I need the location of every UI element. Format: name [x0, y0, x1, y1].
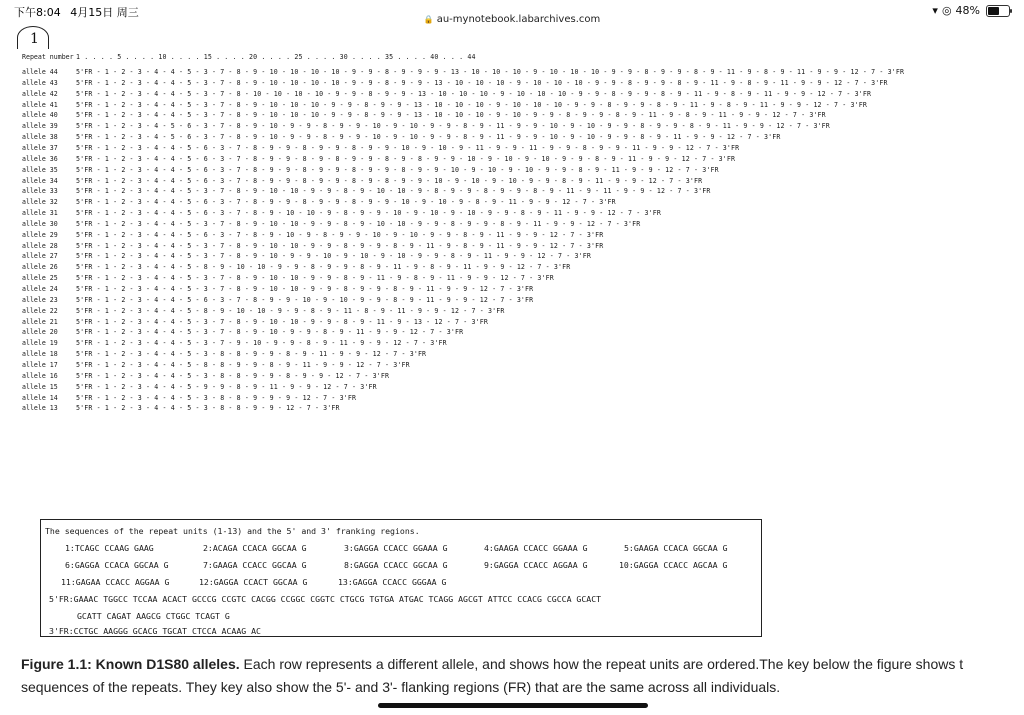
key-unit: 8:GAGGA CCACC GGCAA G — [344, 560, 448, 570]
allele-row — [22, 403, 340, 413]
allele-name: allele 14 — [22, 393, 58, 402]
allele-row — [22, 78, 888, 88]
allele-sequence: 5'FR - 1 - 2 - 3 - 4 - 5 - 6 - 3 - 7 - 8 - 9 - 10 - 9 - 9 - 8 - 9 - 9 - 10 - 9 - 10 - 9 - 9 - 8 - 9 - 11 - 9 - 9 - 10 - 9 - 10 - 9 - 9 - 8 - 9 - 9 - 8 - 9 - 11 - 9 - 9 - 12 - 7 - 3'FR — [76, 122, 830, 131]
allele-name: allele 20 — [22, 328, 58, 337]
allele-sequence: 5'FR - 1 - 2 - 3 - 4 - 4 - 5 - 6 - 3 - 7 - 8 - 9 - 9 - 8 - 9 - 8 - 9 - 9 - 8 - 9 - 8 - 9 - 9 - 10 - 9 - 10 - 9 - 10 - 9 - 9 - 8 - 9 - 11 - 9 - 9 - 12 - 7 - 3'FR — [76, 154, 736, 163]
figure-caption — [21, 653, 1024, 699]
allele-row — [22, 121, 830, 131]
allele-sequence: 5'FR - 1 - 2 - 3 - 4 - 4 - 5 - 8 - 9 - 10 - 10 - 9 - 9 - 8 - 9 - 9 - 8 - 9 - 11 - 9 - 8 - 9 - 11 - 9 - 9 - 12 - 7 - 3'FR — [76, 263, 571, 272]
allele-row — [22, 197, 616, 207]
allele-row — [22, 295, 533, 305]
allele-name: allele 21 — [22, 317, 58, 326]
allele-sequence: 5'FR - 1 - 2 - 3 - 4 - 4 - 5 - 6 - 3 - 7 - 8 - 9 - 10 - 9 - 8 - 9 - 9 - 10 - 9 - 10 - 9 - 9 - 8 - 9 - 11 - 9 - 9 - 12 - 7 - 3'FR — [76, 230, 604, 239]
allele-name: allele 17 — [22, 360, 58, 369]
allele-name: allele 37 — [22, 143, 58, 152]
key-unit: 13:GAGGA CCACC GGGAA G — [338, 577, 447, 587]
allele-row — [22, 230, 603, 240]
repeat-number-header — [22, 52, 476, 62]
key-unit: 5:GAAGA CCACA GGCAA G — [624, 543, 728, 553]
battery-percent: 48% — [955, 4, 980, 17]
allele-sequence: 5'FR - 1 - 2 - 3 - 4 - 4 - 5 - 3 - 7 - 8 - 9 - 10 - 10 - 9 - 9 - 8 - 9 - 10 - 10 - 9 - 8 - 9 - 9 - 8 - 9 - 9 - 8 - 9 - 11 - 9 - 11 - 9 - 9 - 12 - 7 - 3'FR — [76, 187, 711, 196]
key-unit: 2:ACAGA CCACA GGCAA G — [203, 543, 307, 553]
orientation-lock-icon: ◎ — [941, 4, 952, 17]
sequence-key — [40, 519, 762, 637]
status-time: 下午8:04 — [14, 6, 61, 19]
allele-name: allele 38 — [22, 133, 58, 142]
allele-sequence: 5'FR - 1 - 2 - 3 - 4 - 4 - 5 - 3 - 8 - 8 - 9 - 9 - 12 - 7 - 3'FR — [76, 404, 340, 413]
allele-sequence: 5'FR - 1 - 2 - 3 - 4 - 4 - 5 - 3 - 7 - 8 - 9 - 10 - 9 - 9 - 8 - 9 - 11 - 9 - 9 - 12 - 7 - 3'FR — [76, 328, 464, 337]
allele-name: allele 28 — [22, 241, 58, 250]
allele-sequence: 5'FR - 1 - 2 - 3 - 4 - 4 - 5 - 3 - 7 - 8 - 9 - 10 - 10 - 9 - 9 - 8 - 9 - 11 - 9 - 8 - 9 - 11 - 9 - 9 - 12 - 7 - 3'FR — [76, 274, 554, 283]
allele-row — [22, 338, 447, 348]
allele-name: allele 40 — [22, 111, 58, 120]
wifi-icon: ▾ — [932, 4, 938, 17]
allele-row — [22, 251, 591, 261]
allele-sequence: 5'FR - 1 - 2 - 3 - 4 - 4 - 5 - 8 - 8 - 9 - 9 - 8 - 9 - 11 - 9 - 9 - 12 - 7 - 3'FR — [76, 360, 410, 369]
allele-row — [22, 100, 867, 110]
allele-name: allele 39 — [22, 122, 58, 131]
caption-title: Figure 1.1: Known D1S80 alleles. — [21, 656, 240, 672]
allele-name: allele 34 — [22, 176, 58, 185]
allele-row — [22, 273, 554, 283]
lock-icon: 🔒 — [423, 15, 434, 24]
allele-name: allele 44 — [22, 68, 58, 76]
allele-sequence: 5'FR - 1 - 2 - 3 - 4 - 4 - 5 - 3 - 7 - 8 - 9 - 10 - 10 - 9 - 9 - 8 - 9 - 9 - 8 - 9 - 11 - 9 - 8 - 9 - 11 - 9 - 9 - 12 - 7 - 3'FR — [76, 241, 604, 250]
allele-sequence: 5'FR - 1 - 2 - 3 - 4 - 4 - 5 - 3 - 8 - 8 - 9 - 9 - 9 - 12 - 7 - 3'FR — [76, 393, 357, 402]
allele-row — [22, 371, 389, 381]
allele-name: allele 19 — [22, 339, 58, 348]
allele-sequence: 5'FR - 1 - 2 - 3 - 4 - 4 - 5 - 6 - 3 - 7 - 8 - 9 - 9 - 10 - 9 - 10 - 9 - 9 - 8 - 9 - 11 - 9 - 9 - 12 - 7 - 3'FR — [76, 295, 534, 304]
allele-name: allele 29 — [22, 230, 58, 239]
allele-row — [22, 89, 871, 99]
allele-row — [22, 154, 735, 164]
key-unit: 7:GAAGA CCACC GGCAA G — [203, 560, 307, 570]
key-title: The sequences of the repeat units (1-13) and the 5' and 3' franking regions. — [45, 526, 420, 536]
allele-row — [22, 132, 780, 142]
allele-name: allele 13 — [22, 404, 58, 413]
allele-row — [22, 360, 410, 370]
allele-sequence: 5'FR - 1 - 2 - 3 - 4 - 4 - 5 - 3 - 7 - 8 - 9 - 10 - 10 - 9 - 9 - 8 - 9 - 10 - 10 - 9 - 9 - 8 - 9 - 9 - 8 - 9 - 11 - 9 - 9 - 12 - 7 - 3'FR — [76, 219, 641, 228]
allele-row — [22, 382, 377, 392]
allele-name: allele 30 — [22, 219, 58, 228]
home-indicator[interactable] — [378, 703, 648, 708]
allele-row — [22, 393, 356, 403]
key-unit: 12:GAGGA CCACT GGCAA G — [199, 577, 308, 587]
allele-row — [22, 327, 463, 337]
key-3fr: 3'FR:CCTGC AAGGG GCACG TGCAT CTCCA ACAAG AC — [49, 626, 261, 636]
repeat-header-label: Repeat number — [22, 53, 74, 61]
allele-row — [22, 262, 570, 272]
allele-row — [22, 208, 661, 218]
allele-name: allele 24 — [22, 285, 58, 293]
key-unit: 9:GAGGA CCACC AGGAA G — [484, 560, 588, 570]
status-date: 4月15日 周三 — [70, 6, 139, 19]
allele-row — [22, 186, 710, 196]
allele-name: allele 22 — [22, 306, 58, 315]
allele-row — [22, 219, 640, 229]
allele-name: allele 33 — [22, 187, 58, 196]
allele-name: allele 15 — [22, 382, 58, 391]
allele-name: allele 42 — [22, 89, 58, 98]
allele-row — [22, 143, 739, 153]
allele-sequence: 5'FR - 1 - 2 - 3 - 4 - 4 - 5 - 6 - 3 - 7 - 8 - 9 - 9 - 8 - 9 - 9 - 8 - 9 - 8 - 9 - 9 - 10 - 9 - 10 - 9 - 10 - 9 - 9 - 8 - 9 - 11 - 9 - 9 - 12 - 7 - 3'FR — [76, 176, 703, 185]
allele-sequence: 5'FR - 1 - 2 - 3 - 4 - 4 - 5 - 3 - 7 - 8 - 10 - 10 - 10 - 10 - 9 - 9 - 8 - 9 - 9 - 13 - 10 - 10 - 10 - 9 - 10 - 10 - 10 - 9 - 9 - 8 - 9 - 9 - 8 - 9 - 11 - 9 - 8 - 9 - 11 - 9 - 9 - 12 - 7 - 3'FR — [76, 89, 872, 98]
key-5fr-line2: GCATT CAGAT AAGCG CTGGC TCAGT G — [77, 611, 230, 621]
allele-sequence: 5'FR - 1 - 2 - 3 - 4 - 4 - 5 - 3 - 8 - 8 - 9 - 9 - 8 - 9 - 11 - 9 - 9 - 12 - 7 - 3'FR — [76, 350, 427, 359]
section-number: 1 — [30, 31, 39, 47]
allele-sequence: 5'FR - 1 - 2 - 3 - 4 - 4 - 5 - 3 - 7 - 8 - 9 - 10 - 10 - 10 - 10 - 9 - 9 - 8 - 9 - 9 - 13 - 10 - 10 - 10 - 9 - 10 - 10 - 10 - 9 - 9 - 8 - 9 - 9 - 8 - 9 - 11 - 9 - 8 - 9 - 11 - 9 - 9 - 12 - 7 - 3'FR — [76, 78, 888, 87]
allele-sequence: 5'FR - 1 - 2 - 3 - 4 - 4 - 5 - 3 - 7 - 8 - 9 - 10 - 10 - 9 - 9 - 8 - 9 - 9 - 8 - 9 - 11 - 9 - 9 - 12 - 7 - 3'FR — [76, 285, 534, 293]
allele-name: allele 25 — [22, 274, 58, 283]
section-number-badge — [17, 26, 49, 49]
key-unit: 11:GAGAA CCACC AGGAA G — [61, 577, 170, 587]
allele-row — [22, 67, 904, 77]
allele-row — [22, 165, 719, 175]
allele-sequence: 5'FR - 1 - 2 - 3 - 4 - 4 - 5 - 3 - 8 - 8 - 9 - 9 - 8 - 9 - 9 - 12 - 7 - 3'FR — [76, 371, 390, 380]
allele-sequence: 5'FR - 1 - 2 - 3 - 4 - 4 - 5 - 3 - 7 - 8 - 9 - 10 - 10 - 10 - 9 - 9 - 8 - 9 - 9 - 13 - 10 - 10 - 10 - 9 - 10 - 10 - 10 - 9 - 9 - 8 - 9 - 9 - 8 - 9 - 11 - 9 - 8 - 9 - 11 - 9 - 9 - 12 - 7 - 3'FR — [76, 100, 867, 109]
caption-text-1: Each row represents a different allele, and shows how the repeat units are ordered.The key below the figure shows t — [243, 656, 964, 672]
key-unit: 6:GAGGA CCACA GGCAA G — [65, 560, 169, 570]
key-unit: 4:GAAGA CCACC GGAAA G — [484, 543, 588, 553]
allele-row — [22, 284, 533, 294]
repeat-header-numbers: 1 . . . . 5 . . . . 10 . . . . 15 . . . . 20 . . . . 25 . . . . 30 . . . . 35 . . . . 40 . . . 44 — [76, 53, 476, 61]
allele-name: allele 18 — [22, 350, 58, 359]
allele-sequence: 5'FR - 1 - 2 - 3 - 4 - 4 - 5 - 3 - 7 - 8 - 9 - 10 - 10 - 9 - 9 - 8 - 9 - 11 - 9 - 13 - 12 - 7 - 3'FR — [76, 317, 488, 326]
allele-name: allele 35 — [22, 165, 58, 174]
allele-name: allele 26 — [22, 263, 58, 272]
allele-sequence: 5'FR - 1 - 2 - 3 - 4 - 4 - 5 - 8 - 9 - 10 - 10 - 9 - 9 - 8 - 9 - 11 - 8 - 9 - 11 - 9 - 9 - 12 - 7 - 3'FR — [76, 306, 505, 315]
allele-figure — [22, 50, 905, 515]
allele-sequence: 5'FR - 1 - 2 - 3 - 4 - 4 - 5 - 3 - 7 - 8 - 9 - 10 - 10 - 10 - 9 - 9 - 8 - 9 - 9 - 13 - 10 - 10 - 10 - 9 - 10 - 9 - 9 - 8 - 9 - 9 - 8 - 9 - 11 - 9 - 8 - 9 - 11 - 9 - 9 - 12 - 7 - 3'FR — [76, 111, 826, 120]
allele-row — [22, 110, 826, 120]
key-5fr-line1: 5'FR:GAAAC TGGCC TCCAA ACACT GCCCG CCGTC CACGG CCGGC CGGTC CTGCG TGTGA ATGAC TCAGG AGCGT ATTCC CCACG CGCCA GCACT — [49, 594, 602, 604]
allele-sequence: 5'FR - 1 - 2 - 3 - 4 - 4 - 5 - 3 - 7 - 9 - 10 - 9 - 9 - 8 - 9 - 11 - 9 - 9 - 12 - 7 - 3'FR — [76, 339, 447, 348]
allele-sequence: 5'FR - 1 - 2 - 3 - 4 - 4 - 5 - 6 - 3 - 7 - 8 - 9 - 9 - 8 - 9 - 9 - 8 - 9 - 9 - 10 - 9 - 10 - 9 - 8 - 9 - 11 - 9 - 9 - 12 - 7 - 3'FR — [76, 198, 616, 207]
allele-name: allele 27 — [22, 252, 58, 261]
allele-row — [22, 241, 603, 251]
url-text[interactable]: au-mynotebook.labarchives.com — [436, 14, 601, 25]
allele-sequence: 5'FR - 1 - 2 - 3 - 4 - 4 - 5 - 3 - 7 - 8 - 9 - 10 - 9 - 9 - 10 - 9 - 10 - 9 - 10 - 9 - 9 - 8 - 9 - 11 - 9 - 9 - 12 - 7 - 3'FR — [76, 252, 591, 261]
address-bar[interactable] — [0, 14, 1024, 32]
allele-sequence: 5'FR - 1 - 2 - 3 - 4 - 4 - 5 - 6 - 3 - 7 - 8 - 9 - 10 - 10 - 9 - 8 - 9 - 9 - 10 - 9 - 10 - 9 - 10 - 9 - 9 - 8 - 9 - 11 - 9 - 9 - 12 - 7 - 3'FR — [76, 209, 662, 218]
allele-sequence: 5'FR - 1 - 2 - 3 - 4 - 4 - 5 - 3 - 7 - 8 - 9 - 10 - 10 - 10 - 10 - 9 - 9 - 8 - 9 - 9 - 9 - 13 - 10 - 10 - 10 - 9 - 10 - 10 - 10 - 9 - 9 - 8 - 9 - 9 - 8 - 9 - 11 - 9 - 8 - 9 - 11 - 9 - 9 - 12 - 7 - 3'FR — [76, 68, 905, 76]
caption-text-2: sequences of the repeats. They key also show the 5'- and 3'- flanking regions (FR) that are the same across all individuals. — [21, 679, 781, 695]
allele-row — [22, 349, 426, 359]
allele-sequence: 5'FR - 1 - 2 - 3 - 4 - 4 - 5 - 6 - 3 - 7 - 8 - 9 - 9 - 8 - 9 - 9 - 8 - 9 - 9 - 10 - 9 - 10 - 9 - 11 - 9 - 9 - 11 - 9 - 9 - 8 - 9 - 9 - 11 - 9 - 9 - 12 - 7 - 3'FR — [76, 143, 740, 152]
allele-row — [22, 317, 488, 327]
key-unit: 1:TCAGC CCAAG GAAG — [65, 543, 154, 553]
key-unit: 3:GAGGA CCACC GGAAA G — [344, 543, 448, 553]
allele-row — [22, 176, 702, 186]
key-unit: 10:GAGGA CCACC AGCAA G — [619, 560, 728, 570]
allele-name: allele 31 — [22, 209, 58, 218]
allele-sequence: 5'FR - 1 - 2 - 3 - 4 - 4 - 5 - 6 - 3 - 7 - 8 - 9 - 9 - 8 - 9 - 9 - 8 - 9 - 9 - 8 - 9 - 9 - 10 - 9 - 10 - 9 - 10 - 9 - 9 - 8 - 9 - 11 - 9 - 9 - 12 - 7 - 3'FR — [76, 165, 719, 174]
caption-line-1 — [21, 653, 1024, 676]
allele-name: allele 41 — [22, 100, 58, 109]
allele-name: allele 16 — [22, 371, 58, 380]
allele-name: allele 32 — [22, 198, 58, 207]
allele-sequence: 5'FR - 1 - 2 - 3 - 4 - 5 - 6 - 3 - 7 - 8 - 9 - 10 - 9 - 9 - 8 - 9 - 9 - 10 - 9 - 10 - 9 - 9 - 8 - 9 - 11 - 9 - 9 - 10 - 9 - 10 - 9 - 9 - 8 - 9 - 11 - 9 - 9 - 12 - 7 - 3'FR — [76, 133, 781, 142]
allele-name: allele 43 — [22, 78, 58, 87]
allele-name: allele 36 — [22, 154, 58, 163]
allele-name: allele 23 — [22, 295, 58, 304]
allele-sequence: 5'FR - 1 - 2 - 3 - 4 - 4 - 5 - 9 - 9 - 8 - 9 - 11 - 9 - 9 - 12 - 7 - 3'FR — [76, 382, 377, 391]
allele-row — [22, 306, 504, 316]
